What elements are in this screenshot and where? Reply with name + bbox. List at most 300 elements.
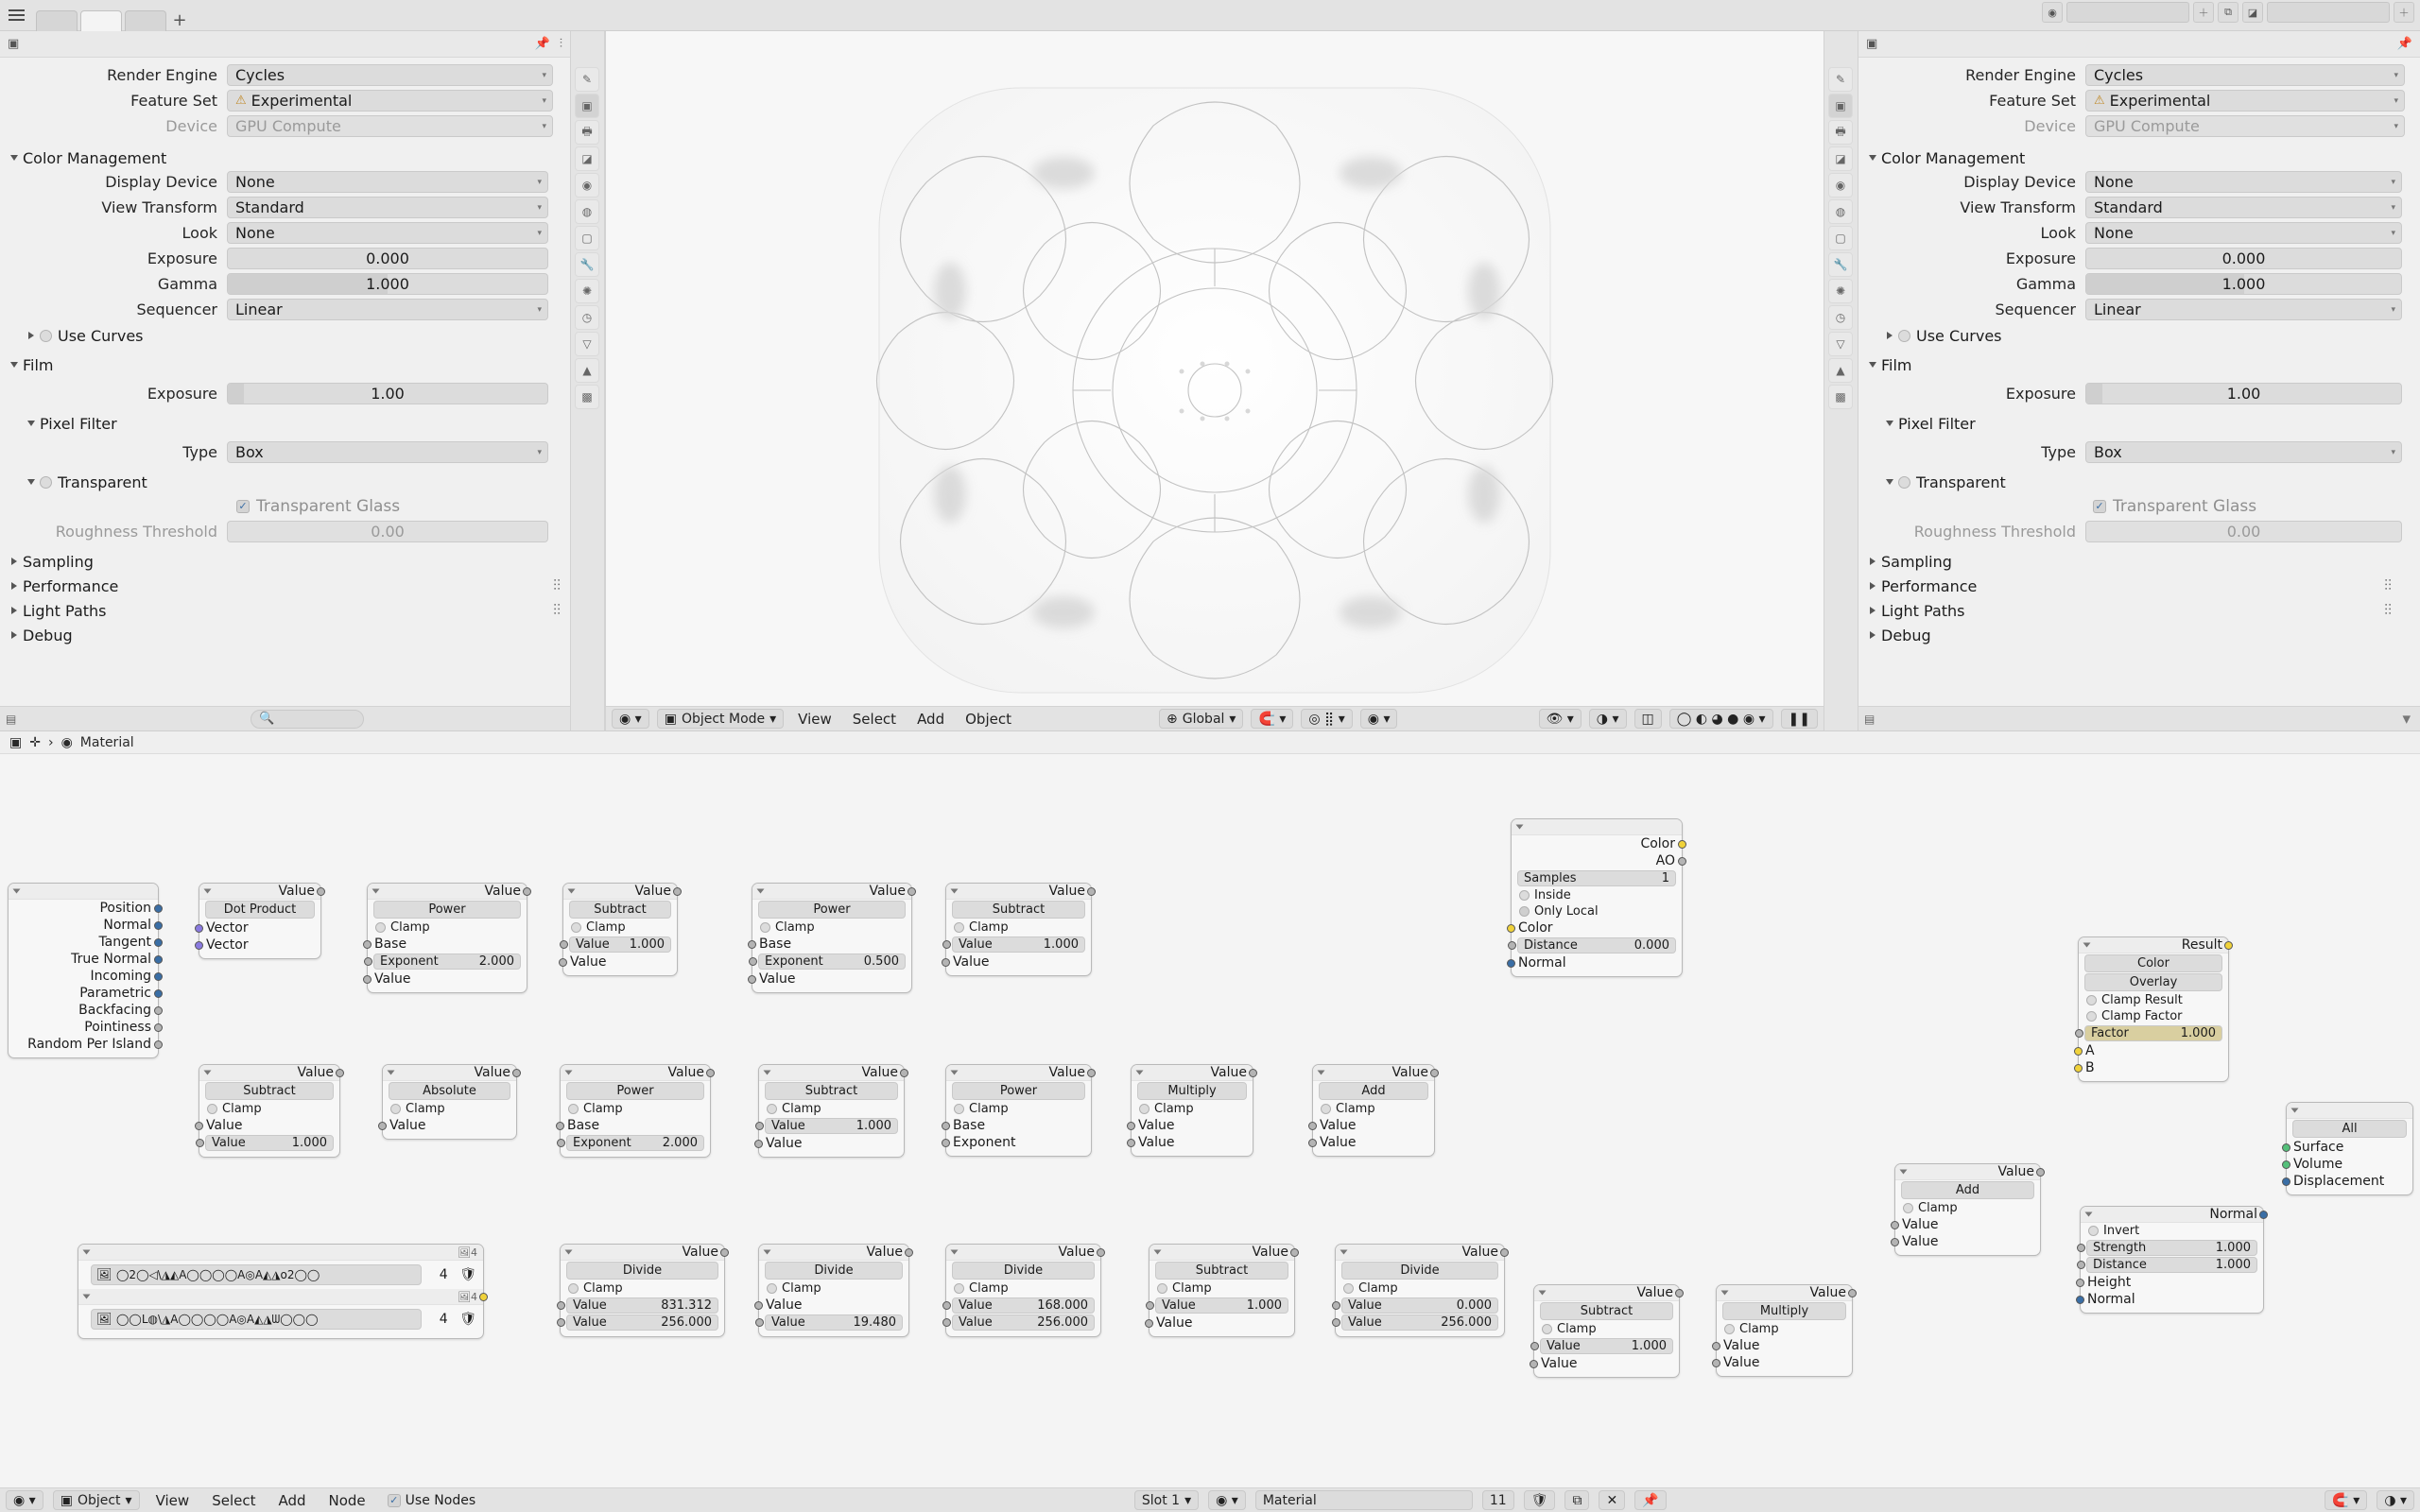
operation-dropdown[interactable] bbox=[566, 1262, 718, 1280]
value-field-1[interactable] bbox=[569, 936, 671, 953]
socket-value[interactable] bbox=[755, 1318, 764, 1327]
operation-dropdown[interactable] bbox=[765, 1082, 898, 1100]
socket-result-out[interactable] bbox=[2224, 941, 2233, 950]
output-properties-icon[interactable]: 🖶 bbox=[1828, 120, 1853, 145]
color-management-section-header[interactable] bbox=[1858, 146, 2411, 170]
socket-value[interactable] bbox=[363, 975, 372, 984]
editor-type-icon[interactable]: ▣ bbox=[8, 37, 20, 51]
value-field-2[interactable] bbox=[952, 1314, 1095, 1331]
node-header[interactable] bbox=[78, 1245, 483, 1261]
editor-type-icon[interactable]: ▣ bbox=[1866, 37, 1878, 51]
transparent-checkbox[interactable] bbox=[40, 476, 52, 489]
material-output-node[interactable] bbox=[2286, 1102, 2413, 1195]
clamp-factor-toggle[interactable] bbox=[2079, 1008, 2228, 1024]
node-header[interactable] bbox=[2081, 1207, 2263, 1223]
operation-dropdown[interactable] bbox=[765, 1262, 903, 1280]
node-header[interactable] bbox=[383, 1065, 516, 1081]
constraint-properties-icon[interactable]: ▽ bbox=[1828, 332, 1853, 356]
strength-field[interactable] bbox=[2086, 1240, 2257, 1256]
node-header[interactable] bbox=[759, 1245, 908, 1261]
fake-user-toggle[interactable]: 🛡 bbox=[1524, 1490, 1556, 1510]
transparent-glass-checkbox[interactable]: ✓ bbox=[2093, 500, 2106, 513]
value-field-2[interactable] bbox=[1341, 1314, 1498, 1331]
pixel-filter-type-dropdown[interactable] bbox=[227, 441, 548, 463]
physics-properties-icon[interactable]: ◷ bbox=[575, 305, 599, 330]
operation-dropdown[interactable] bbox=[1137, 1082, 1247, 1100]
math-node-power-4[interactable] bbox=[945, 1064, 1092, 1157]
factor-field[interactable] bbox=[2084, 1025, 2222, 1041]
clamp-toggle[interactable] bbox=[1132, 1101, 1253, 1117]
socket-value[interactable] bbox=[754, 1301, 763, 1310]
hamburger-icon[interactable] bbox=[0, 0, 32, 31]
debug-section-header[interactable] bbox=[1858, 623, 2411, 647]
roughness-threshold-slider[interactable] bbox=[2085, 521, 2402, 542]
gizmo-toggle[interactable]: ◉ ▾ bbox=[1360, 709, 1398, 729]
physics-properties-icon[interactable]: ◷ bbox=[1828, 305, 1853, 330]
image-users-1[interactable]: 4 bbox=[439, 1267, 448, 1282]
clamp-toggle[interactable] bbox=[1895, 1200, 2040, 1216]
socket-value[interactable] bbox=[942, 958, 950, 967]
math-node-power-2[interactable] bbox=[752, 883, 912, 993]
light-paths-section-header[interactable] bbox=[1858, 598, 2411, 623]
socket-value[interactable] bbox=[560, 940, 568, 949]
blend-mode-dropdown[interactable] bbox=[2084, 973, 2222, 991]
socket-value[interactable] bbox=[1127, 1139, 1135, 1147]
pixel-filter-section-header[interactable] bbox=[1858, 411, 2411, 436]
operation-dropdown[interactable] bbox=[952, 1262, 1095, 1280]
distance-field[interactable] bbox=[2086, 1257, 2257, 1273]
select-menu[interactable]: Select bbox=[212, 1491, 256, 1509]
socket-value-out[interactable] bbox=[512, 1069, 521, 1077]
light-paths-options-icon[interactable]: ⫶⫶ bbox=[552, 601, 561, 619]
select-menu[interactable]: Select bbox=[852, 710, 897, 728]
transform-orientation-dropdown[interactable]: ⊕ Global ▾ bbox=[1159, 709, 1243, 729]
socket-value-out[interactable] bbox=[900, 1069, 908, 1077]
node-header[interactable] bbox=[561, 1245, 724, 1261]
scene-field[interactable] bbox=[2066, 2, 2189, 23]
clamp-toggle[interactable] bbox=[199, 1101, 339, 1117]
socket-surface[interactable] bbox=[2282, 1143, 2290, 1152]
overlays-toggle[interactable]: ◑ ▾ bbox=[1589, 709, 1627, 729]
socket-volume[interactable] bbox=[2282, 1160, 2290, 1169]
value-field-1[interactable] bbox=[1341, 1297, 1498, 1314]
bump-node[interactable] bbox=[2080, 1206, 2264, 1314]
data-type-dropdown[interactable] bbox=[2084, 954, 2222, 972]
target-dropdown[interactable] bbox=[2292, 1120, 2407, 1138]
pin-icon[interactable]: 📌 bbox=[2396, 37, 2412, 51]
socket-value-out[interactable] bbox=[673, 887, 682, 896]
math-node-multiply-2[interactable] bbox=[1716, 1284, 1853, 1377]
transparent-section-header[interactable] bbox=[1858, 470, 2411, 494]
image-datablock-2[interactable] bbox=[91, 1309, 422, 1330]
clamp-toggle[interactable] bbox=[946, 1280, 1100, 1297]
node-header[interactable] bbox=[946, 884, 1091, 900]
add-menu[interactable]: Add bbox=[917, 710, 945, 728]
node-header[interactable] bbox=[561, 1065, 710, 1081]
editor-type-button[interactable]: ◉ ▾ bbox=[612, 709, 649, 729]
node-header[interactable] bbox=[563, 884, 677, 900]
socket-value-out[interactable] bbox=[1848, 1289, 1857, 1297]
socket-value-out[interactable] bbox=[908, 887, 916, 896]
proportional-editing-toggle[interactable]: ◎ ⣿ ▾ bbox=[1301, 709, 1352, 729]
clamp-toggle[interactable] bbox=[1150, 1280, 1294, 1297]
socket-value[interactable] bbox=[942, 940, 951, 949]
search-input[interactable] bbox=[251, 710, 364, 729]
image-row-1[interactable] bbox=[78, 1261, 483, 1289]
value-field-1[interactable] bbox=[1155, 1297, 1288, 1314]
socket-color-out[interactable] bbox=[479, 1293, 488, 1301]
operation-dropdown[interactable] bbox=[1319, 1082, 1428, 1100]
world-properties-icon[interactable]: ◍ bbox=[575, 199, 599, 224]
view-layer-field[interactable] bbox=[2267, 2, 2390, 23]
object-properties-icon[interactable]: ▢ bbox=[575, 226, 599, 250]
image-users-2[interactable]: 4 bbox=[439, 1312, 448, 1327]
new-scene-icon[interactable]: ＋ bbox=[2193, 2, 2214, 23]
node-header[interactable] bbox=[1313, 1065, 1434, 1081]
node-header[interactable] bbox=[2287, 1103, 2412, 1119]
view-layer-properties-icon[interactable]: ◪ bbox=[1828, 146, 1853, 171]
transparent-glass-checkbox[interactable]: ✓ bbox=[236, 500, 250, 513]
clamp-toggle[interactable] bbox=[759, 1280, 908, 1297]
socket-value-out[interactable] bbox=[1097, 1248, 1105, 1257]
value-field-1[interactable] bbox=[566, 1297, 718, 1314]
math-node-subtract-1[interactable] bbox=[562, 883, 678, 976]
clamp-toggle[interactable] bbox=[383, 1101, 516, 1117]
clamp-toggle[interactable] bbox=[368, 919, 527, 936]
exponent-field[interactable] bbox=[566, 1135, 704, 1151]
operation-dropdown[interactable] bbox=[566, 1082, 704, 1100]
add-menu[interactable]: Add bbox=[278, 1491, 306, 1509]
socket-value[interactable] bbox=[1891, 1238, 1899, 1246]
performance-section-header[interactable] bbox=[0, 574, 561, 598]
exposure-slider[interactable] bbox=[2085, 248, 2402, 269]
pin-icon[interactable]: 📌 bbox=[534, 37, 550, 51]
copy-scene-icon[interactable]: ⧉ bbox=[2218, 2, 2238, 23]
inside-toggle[interactable] bbox=[1512, 887, 1682, 903]
node-header[interactable] bbox=[199, 884, 320, 900]
xray-toggle[interactable]: ◫ bbox=[1634, 709, 1662, 729]
node-header[interactable] bbox=[368, 884, 527, 900]
workspace-tab-1[interactable] bbox=[36, 10, 78, 31]
exposure-slider[interactable] bbox=[227, 248, 548, 269]
socket-value-out[interactable] bbox=[1430, 1069, 1439, 1077]
socket-value[interactable] bbox=[557, 1301, 565, 1310]
unlink-material-button[interactable]: ✕ bbox=[1599, 1490, 1625, 1510]
use-nodes-toggle[interactable] bbox=[388, 1493, 475, 1508]
image-datablock-1[interactable] bbox=[91, 1264, 422, 1285]
socket-base[interactable] bbox=[748, 940, 756, 949]
add-view-layer-icon[interactable]: ＋ bbox=[2394, 2, 2414, 23]
math-node-subtract-2[interactable] bbox=[945, 883, 1092, 976]
overlays-node-toggle[interactable]: ◑ ▾ bbox=[2377, 1490, 2414, 1510]
socket-b[interactable] bbox=[2074, 1064, 2083, 1073]
node-header[interactable] bbox=[1132, 1065, 1253, 1081]
data-properties-icon[interactable]: ▲ bbox=[1828, 358, 1853, 383]
view-transform-dropdown[interactable] bbox=[227, 197, 548, 218]
performance-section-header[interactable] bbox=[1858, 574, 2411, 598]
feature-set-dropdown[interactable] bbox=[227, 90, 553, 112]
socket-vector[interactable] bbox=[195, 941, 203, 950]
render-engine-dropdown[interactable] bbox=[2085, 64, 2405, 86]
socket-normal-out[interactable] bbox=[2259, 1211, 2268, 1219]
clamp-toggle[interactable] bbox=[561, 1280, 724, 1297]
material-users-count[interactable] bbox=[1482, 1490, 1514, 1510]
material-name-field[interactable] bbox=[1255, 1490, 1473, 1510]
socket-exponent[interactable] bbox=[364, 957, 372, 966]
clamp-result-toggle[interactable] bbox=[2079, 992, 2228, 1008]
gamma-slider[interactable] bbox=[227, 273, 548, 295]
feature-set-dropdown[interactable] bbox=[2085, 90, 2405, 112]
color-management-section-header[interactable] bbox=[0, 146, 561, 170]
node-header[interactable] bbox=[9, 884, 158, 900]
socket-value[interactable] bbox=[1308, 1139, 1317, 1147]
add-workspace-button[interactable]: + bbox=[172, 10, 187, 30]
scene-icon[interactable]: ◉ bbox=[2042, 2, 2063, 23]
socket-value-out[interactable] bbox=[1087, 887, 1096, 896]
math-node-divide-3[interactable] bbox=[945, 1244, 1101, 1337]
transparent-checkbox[interactable] bbox=[1898, 476, 1910, 489]
operation-dropdown[interactable] bbox=[1901, 1181, 2034, 1199]
math-node-subtract-4[interactable] bbox=[758, 1064, 905, 1158]
math-node-divide-1[interactable] bbox=[560, 1244, 725, 1337]
slot-dropdown[interactable]: Slot 1 ▾ bbox=[1134, 1490, 1199, 1510]
socket-value-out[interactable] bbox=[720, 1248, 729, 1257]
math-node-divide-4[interactable] bbox=[1335, 1244, 1505, 1337]
socket-value[interactable] bbox=[1530, 1360, 1538, 1368]
socket-value[interactable] bbox=[559, 958, 567, 967]
operation-dropdown[interactable] bbox=[205, 1082, 334, 1100]
value-field-1[interactable] bbox=[952, 936, 1085, 953]
operation-dropdown[interactable] bbox=[569, 901, 671, 919]
socket-normal[interactable] bbox=[154, 921, 163, 930]
socket-value-out[interactable] bbox=[706, 1069, 715, 1077]
socket-value[interactable] bbox=[748, 975, 756, 984]
film-section-header[interactable] bbox=[0, 352, 561, 377]
new-material-button[interactable]: ⧉ bbox=[1564, 1490, 1589, 1510]
render-properties-icon[interactable]: ▣ bbox=[1828, 94, 1853, 118]
socket-incoming[interactable] bbox=[154, 972, 163, 981]
socket-base[interactable] bbox=[363, 940, 372, 949]
math-node-add-2[interactable] bbox=[1894, 1163, 2041, 1256]
socket-value[interactable] bbox=[942, 1318, 951, 1327]
math-node-subtract-3[interactable] bbox=[199, 1064, 340, 1158]
pixel-filter-section-header[interactable] bbox=[0, 411, 561, 436]
use-curves-row[interactable] bbox=[1858, 323, 2411, 348]
world-properties-icon[interactable]: ◍ bbox=[1828, 199, 1853, 224]
operation-dropdown[interactable] bbox=[205, 901, 315, 919]
value-field-2[interactable] bbox=[566, 1314, 718, 1331]
clamp-toggle[interactable] bbox=[1534, 1321, 1679, 1337]
socket-value-out[interactable] bbox=[1500, 1248, 1509, 1257]
pixel-filter-type-dropdown[interactable] bbox=[2085, 441, 2402, 463]
operation-dropdown[interactable] bbox=[373, 901, 521, 919]
data-properties-icon[interactable]: ▲ bbox=[575, 358, 599, 383]
socket-ao-out[interactable] bbox=[1678, 857, 1686, 866]
clamp-toggle[interactable] bbox=[1717, 1321, 1852, 1337]
samples-field[interactable] bbox=[1517, 870, 1676, 886]
clamp-toggle[interactable] bbox=[561, 1101, 710, 1117]
shading-modes[interactable]: ◯ ◐ ◕ ● ◉ ▾ bbox=[1669, 709, 1773, 729]
socket-displacement[interactable] bbox=[2282, 1177, 2290, 1186]
socket-pointiness[interactable] bbox=[154, 1023, 163, 1032]
socket-exponent[interactable] bbox=[749, 957, 757, 966]
node-canvas[interactable] bbox=[0, 755, 2420, 1487]
node-header[interactable] bbox=[759, 1065, 904, 1081]
math-node-subtract-6[interactable] bbox=[1533, 1284, 1680, 1378]
film-section-header[interactable] bbox=[1858, 352, 2411, 377]
use-curves-row[interactable] bbox=[0, 323, 561, 348]
node-header[interactable] bbox=[946, 1245, 1100, 1261]
socket-random-per-island[interactable] bbox=[154, 1040, 163, 1049]
socket-value-out[interactable] bbox=[1249, 1069, 1257, 1077]
socket-normal-in[interactable] bbox=[2076, 1296, 2084, 1304]
film-exposure-slider[interactable] bbox=[2085, 383, 2402, 404]
node-header[interactable] bbox=[1512, 819, 1682, 835]
socket-true-normal[interactable] bbox=[154, 955, 163, 964]
socket-value[interactable] bbox=[1891, 1221, 1899, 1229]
value-field-1[interactable] bbox=[765, 1118, 898, 1134]
snap-node-toggle[interactable]: 🧲 ▾ bbox=[2325, 1490, 2367, 1510]
node-menu[interactable]: Node bbox=[328, 1491, 366, 1509]
clamp-toggle[interactable] bbox=[946, 1101, 1091, 1117]
sampling-section-header[interactable] bbox=[0, 549, 561, 574]
math-node-power-1[interactable] bbox=[367, 883, 527, 993]
socket-color-out[interactable] bbox=[1678, 840, 1686, 849]
socket-value-out[interactable] bbox=[1087, 1069, 1096, 1077]
use-curves-checkbox[interactable] bbox=[40, 330, 52, 342]
light-paths-options-icon[interactable]: ⫶⫶ bbox=[2383, 601, 2392, 619]
math-node-subtract-5[interactable] bbox=[1149, 1244, 1295, 1337]
math-node-power-3[interactable] bbox=[560, 1064, 711, 1158]
film-exposure-slider[interactable] bbox=[227, 383, 548, 404]
socket-value[interactable] bbox=[1712, 1359, 1720, 1367]
view-menu[interactable]: View bbox=[155, 1491, 190, 1509]
socket-vector[interactable] bbox=[195, 924, 203, 933]
socket-value[interactable] bbox=[1332, 1318, 1340, 1327]
editor-type-icon[interactable]: ▤ bbox=[6, 712, 17, 726]
value-field-1[interactable] bbox=[952, 1297, 1095, 1314]
exponent-field[interactable] bbox=[758, 954, 906, 970]
scene-properties-icon[interactable]: ◉ bbox=[575, 173, 599, 198]
tool-icon[interactable]: ✎ bbox=[1828, 67, 1853, 92]
socket-value[interactable] bbox=[942, 1301, 951, 1310]
math-node-multiply-1[interactable] bbox=[1131, 1064, 1253, 1157]
sequencer-dropdown[interactable] bbox=[2085, 299, 2402, 320]
socket-value[interactable] bbox=[378, 1122, 387, 1130]
display-device-dropdown[interactable] bbox=[2085, 171, 2402, 193]
node-header[interactable] bbox=[752, 884, 911, 900]
device-dropdown[interactable] bbox=[227, 115, 553, 137]
modifier-properties-icon[interactable]: 🔧 bbox=[1828, 252, 1853, 277]
view-layer-properties-icon[interactable]: ◪ bbox=[575, 146, 599, 171]
socket-exponent[interactable] bbox=[942, 1139, 950, 1147]
shield-icon[interactable]: 🛡 bbox=[459, 1312, 476, 1327]
clamp-toggle[interactable] bbox=[759, 1101, 904, 1117]
shield-icon[interactable]: 🛡 bbox=[459, 1267, 476, 1282]
node-header[interactable] bbox=[1336, 1245, 1504, 1261]
socket-strength[interactable] bbox=[2077, 1244, 2085, 1252]
modifier-properties-icon[interactable]: 🔧 bbox=[575, 252, 599, 277]
socket-value-out[interactable] bbox=[1290, 1248, 1299, 1257]
operation-dropdown[interactable] bbox=[1155, 1262, 1288, 1280]
math-node-add-1[interactable] bbox=[1312, 1064, 1435, 1157]
image-texture-group[interactable] bbox=[78, 1244, 484, 1339]
pause-render-button[interactable]: ❚❚ bbox=[1781, 709, 1818, 729]
node-subheader[interactable] bbox=[78, 1289, 483, 1305]
sequencer-dropdown[interactable] bbox=[227, 299, 548, 320]
socket-value-out[interactable] bbox=[336, 1069, 344, 1077]
browse-material-button[interactable]: ◉ ▾ bbox=[1208, 1490, 1246, 1510]
render-engine-dropdown[interactable] bbox=[227, 64, 553, 86]
operation-dropdown[interactable] bbox=[1722, 1302, 1846, 1320]
mix-color-node[interactable] bbox=[2078, 936, 2229, 1082]
socket-factor[interactable] bbox=[2075, 1029, 2083, 1038]
3d-viewport[interactable] bbox=[605, 31, 1824, 730]
socket-tangent[interactable] bbox=[154, 938, 163, 947]
socket-value[interactable] bbox=[557, 1318, 565, 1327]
clamp-toggle[interactable] bbox=[752, 919, 911, 936]
socket-value[interactable] bbox=[1145, 1319, 1153, 1328]
math-node-divide-2[interactable] bbox=[758, 1244, 909, 1337]
node-header[interactable] bbox=[199, 1065, 339, 1081]
socket-color-in[interactable] bbox=[1507, 924, 1515, 933]
filter-icon[interactable]: ▾ bbox=[2402, 709, 2411, 729]
pin-material-button[interactable]: 📌 bbox=[1634, 1490, 1666, 1510]
node-header[interactable] bbox=[946, 1065, 1091, 1081]
value-field-1[interactable] bbox=[205, 1135, 334, 1151]
constraint-properties-icon[interactable]: ▽ bbox=[575, 332, 599, 356]
value-field-2[interactable] bbox=[765, 1314, 903, 1331]
socket-value[interactable] bbox=[1530, 1342, 1539, 1350]
use-curves-checkbox[interactable] bbox=[1898, 330, 1910, 342]
socket-distance[interactable] bbox=[2077, 1261, 2085, 1269]
socket-value[interactable] bbox=[1712, 1342, 1720, 1350]
shader-type-dropdown[interactable]: ▣ Object ▾ bbox=[53, 1490, 140, 1510]
invert-toggle[interactable] bbox=[2081, 1223, 2263, 1239]
node-header[interactable] bbox=[1717, 1285, 1852, 1301]
distance-field[interactable] bbox=[1517, 937, 1676, 954]
display-device-dropdown[interactable] bbox=[227, 171, 548, 193]
socket-value-out[interactable] bbox=[523, 887, 531, 896]
ambient-occlusion-node[interactable] bbox=[1511, 818, 1683, 977]
use-nodes-checkbox[interactable]: ✓ bbox=[388, 1494, 401, 1507]
socket-normal-in[interactable] bbox=[1507, 959, 1515, 968]
visibility-toggle[interactable]: 👁 ▾ bbox=[1539, 709, 1582, 729]
performance-options-icon[interactable]: ⫶⫶ bbox=[552, 576, 561, 594]
device-dropdown[interactable] bbox=[2085, 115, 2405, 137]
socket-parametric[interactable] bbox=[154, 989, 163, 998]
value-field-1[interactable] bbox=[1540, 1338, 1673, 1354]
object-mode-dropdown[interactable]: ▣ Object Mode ▾ bbox=[657, 709, 784, 729]
snap-toggle[interactable]: 🧲 ▾ bbox=[1251, 709, 1293, 729]
look-dropdown[interactable] bbox=[227, 222, 548, 244]
socket-value[interactable] bbox=[755, 1122, 764, 1130]
particle-properties-icon[interactable]: ✺ bbox=[575, 279, 599, 303]
node-header[interactable] bbox=[1150, 1245, 1294, 1261]
clamp-toggle[interactable] bbox=[563, 919, 677, 936]
render-properties-icon[interactable]: ▣ bbox=[575, 94, 599, 118]
socket-value[interactable] bbox=[1332, 1301, 1340, 1310]
math-node-absolute[interactable] bbox=[382, 1064, 517, 1140]
tool-icon[interactable]: ✎ bbox=[575, 67, 599, 92]
material-properties-icon[interactable]: ▩ bbox=[575, 385, 599, 409]
socket-value[interactable] bbox=[1308, 1122, 1317, 1130]
look-dropdown[interactable] bbox=[2085, 222, 2402, 244]
workspace-tab-3[interactable] bbox=[125, 10, 166, 31]
socket-value[interactable] bbox=[195, 1122, 203, 1130]
socket-value-out[interactable] bbox=[2036, 1168, 2045, 1177]
socket-value[interactable] bbox=[1127, 1122, 1135, 1130]
